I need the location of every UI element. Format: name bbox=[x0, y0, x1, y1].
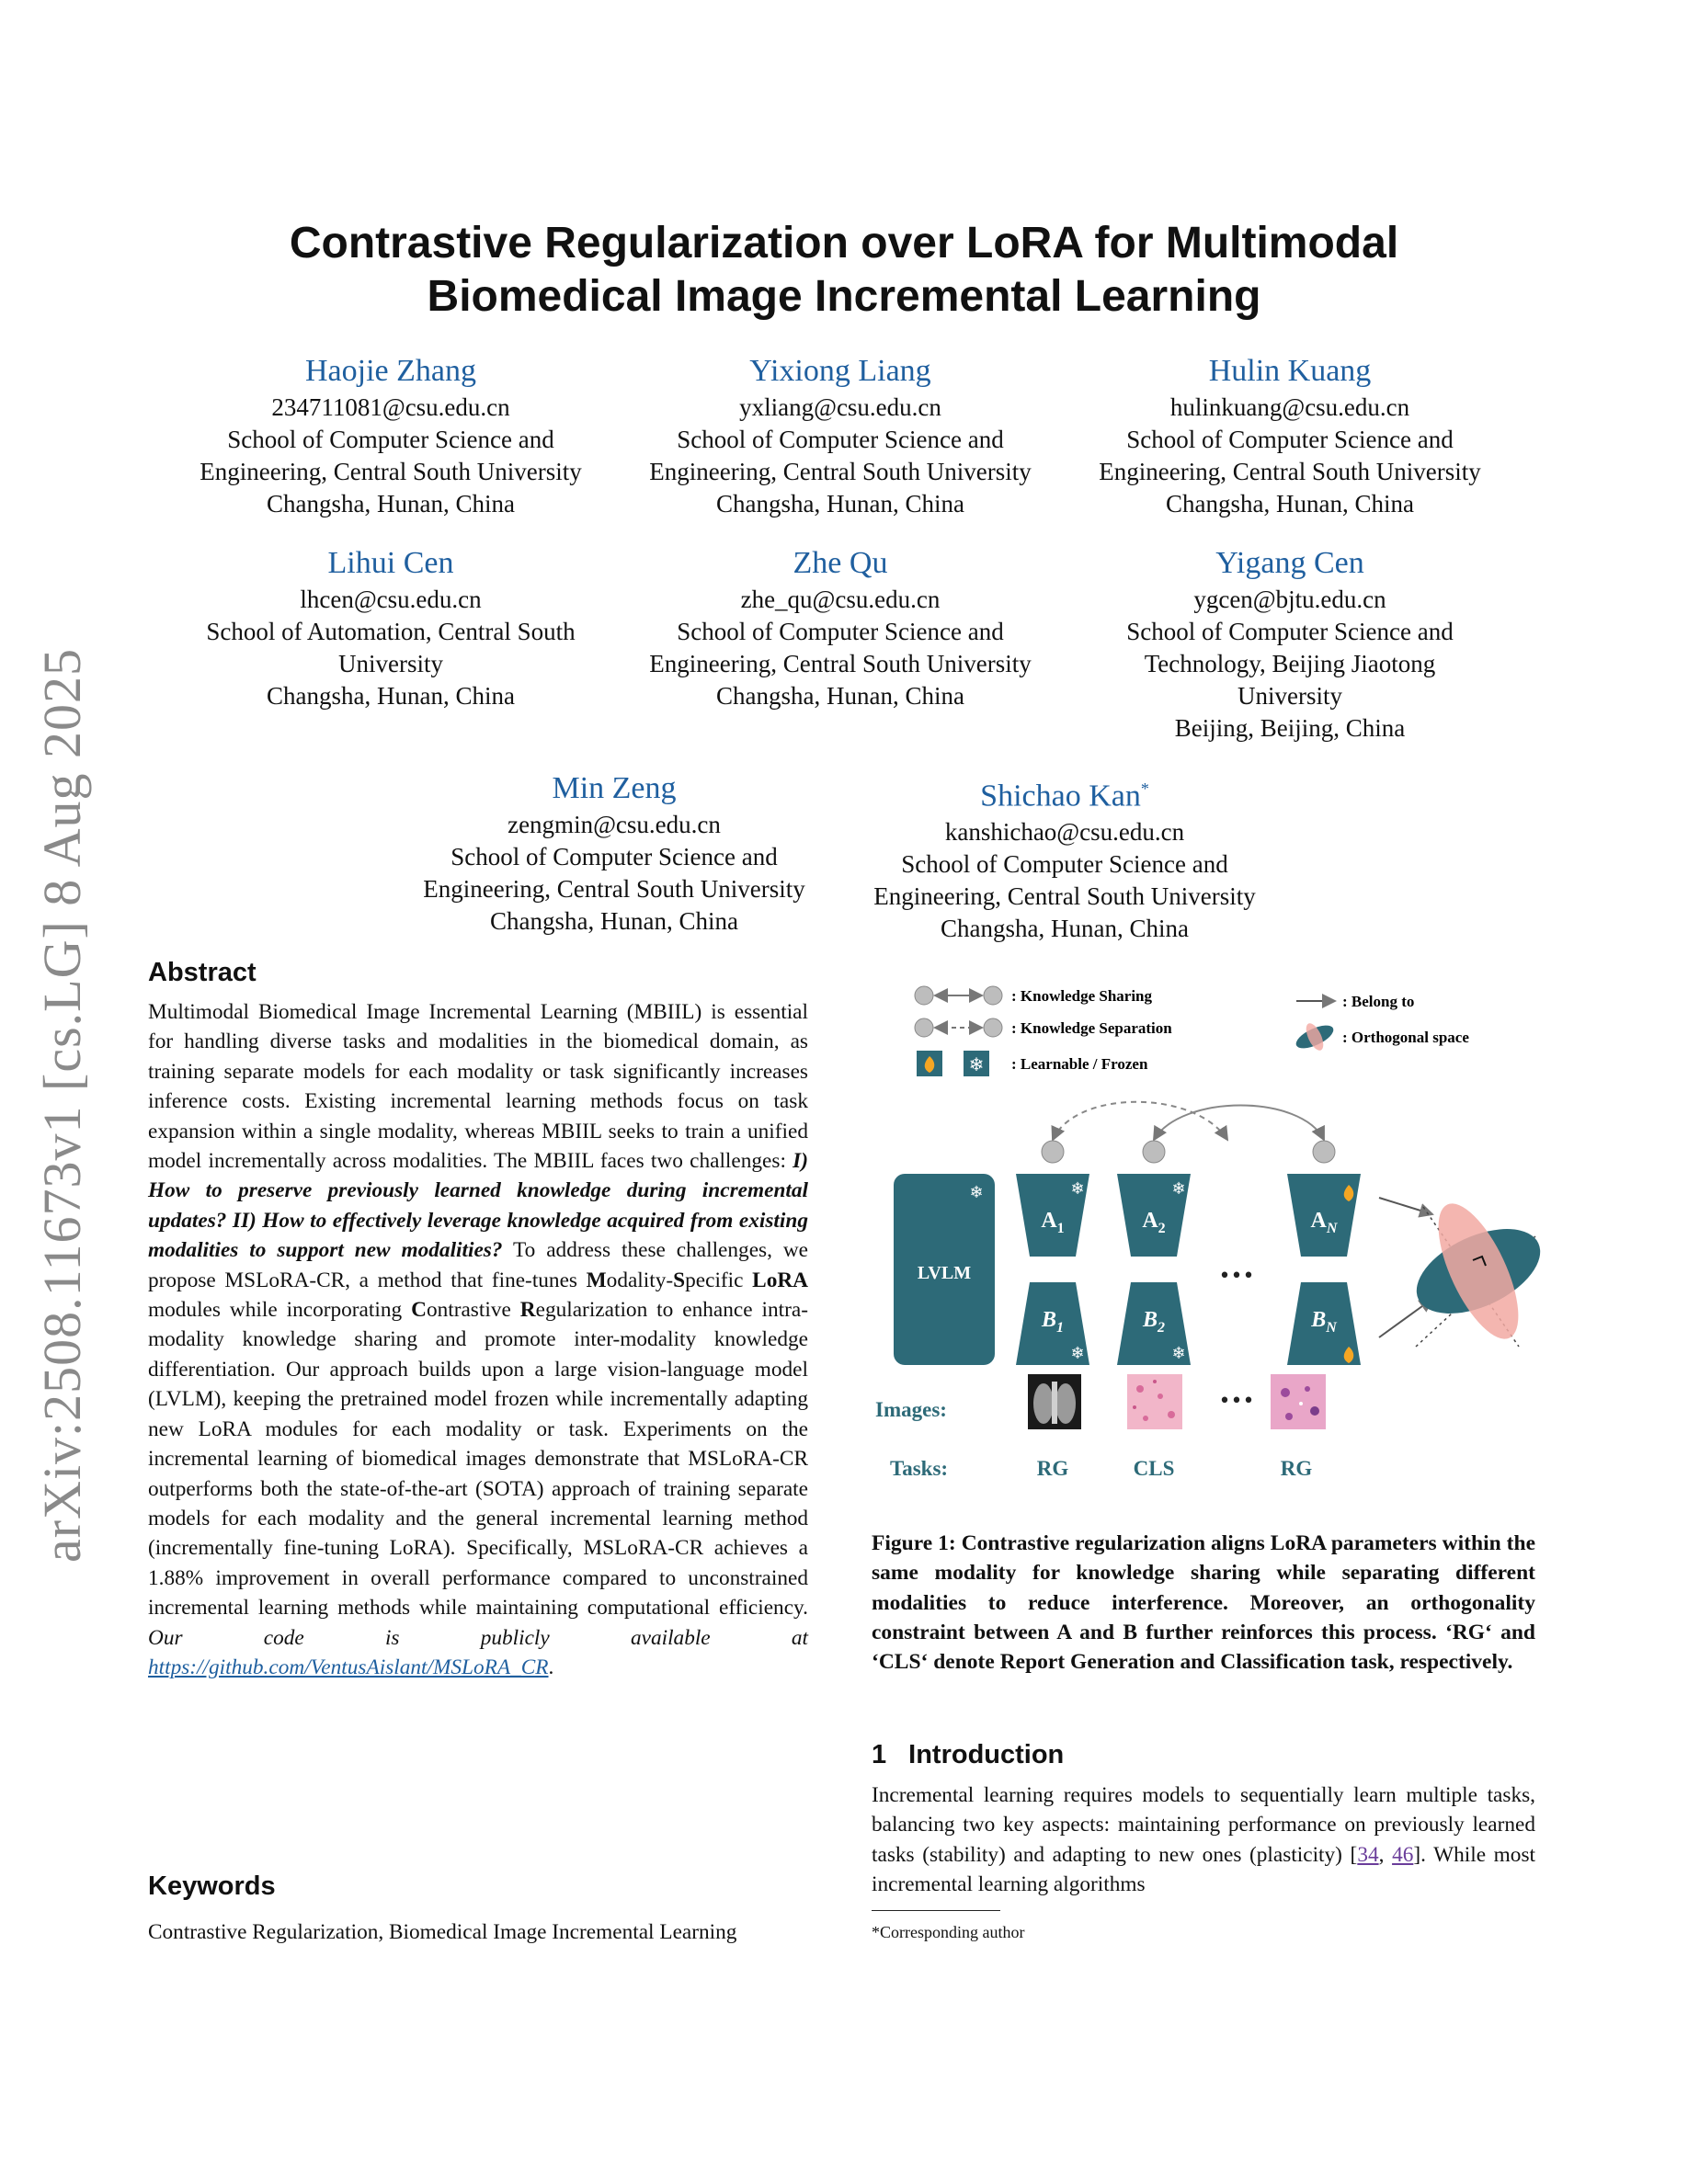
legend-knowledge-sharing bbox=[915, 986, 1153, 1005]
author-name-text: Shichao Kan bbox=[980, 779, 1141, 813]
author-email: zhe_qu@csu.edu.cn bbox=[740, 586, 941, 613]
author-name: Haojie Zhang bbox=[305, 354, 476, 388]
author-affiliation-line: School of Computer Science and bbox=[677, 618, 1004, 645]
author-affiliation-line: School of Computer Science and bbox=[1126, 426, 1454, 453]
section-title: Introduction bbox=[908, 1740, 1065, 1769]
author-block bbox=[601, 543, 1079, 712]
author-email: yxliang@csu.edu.cn bbox=[739, 393, 941, 421]
lvlm-block bbox=[894, 1174, 995, 1365]
tasks-row-label: Tasks: bbox=[890, 1457, 949, 1480]
images-row-label: Images: bbox=[875, 1398, 947, 1421]
author-block bbox=[601, 351, 1079, 520]
corresponding-author-footnote: *Corresponding author bbox=[872, 1923, 1025, 1941]
task-label: RG bbox=[1036, 1457, 1069, 1480]
chest-xray-image bbox=[1028, 1374, 1081, 1429]
lora-pair-n bbox=[1287, 1174, 1361, 1365]
author-email: ygcen@bjtu.edu.cn bbox=[1193, 586, 1386, 613]
author-affiliation-line: School of Automation, Central South bbox=[206, 618, 576, 645]
snowflake-icon: ❄ bbox=[1171, 1179, 1186, 1199]
svg-text:BN: $B_N$ bbox=[1311, 1308, 1337, 1336]
author-block bbox=[152, 543, 630, 712]
citation-link[interactable]: 34 bbox=[1357, 1842, 1379, 1867]
legend-orthogonal-space bbox=[1293, 1021, 1469, 1053]
author-affiliation-line: School of Computer Science and bbox=[677, 426, 1004, 453]
figure-1-caption: Figure 1: Contrastive regularization aligns LoRA parameters within the same modality for knowledge sharing while separating different modalities to reduce interference. Moreover, an orthogonality constraint between A and B further reinforces this process. ‘RG‘ and ‘CLS‘ denote Report Generation and Classification task, respectively. bbox=[872, 1531, 1535, 1675]
orthogonal-space-graphic bbox=[1379, 1193, 1545, 1349]
author-name: Hulin Kuang bbox=[1208, 354, 1372, 388]
svg-text:B1: $B_1$ bbox=[1041, 1308, 1065, 1336]
legend-learnable-frozen bbox=[917, 1051, 1148, 1076]
author-affiliation-line: Engineering, Central South University bbox=[649, 650, 1032, 677]
author-email: hulinkuang@csu.edu.cn bbox=[1169, 393, 1410, 421]
corresponding-author-mark: * bbox=[1140, 779, 1149, 798]
author-affiliation-line: University bbox=[338, 650, 443, 677]
author-affiliation-line: School of Computer Science and bbox=[1126, 618, 1454, 645]
author-affiliation-line: Engineering, Central South University bbox=[649, 458, 1032, 485]
author-affiliation-line: Changsha, Hunan, China bbox=[716, 490, 964, 518]
author-block bbox=[826, 768, 1304, 945]
title-line-1: Contrastive Regularization over LoRA for Multimodal bbox=[289, 219, 1399, 267]
author-block bbox=[1051, 351, 1529, 520]
research-questions: I) How to preserve previously learned knowledge during incremental updates? II) How to effectively leverage knowledge acquired from existing modalities to support new modalities? bbox=[148, 1149, 808, 1263]
author-block bbox=[152, 351, 630, 520]
knowledge-separation-arc bbox=[1053, 1102, 1227, 1140]
svg-text:A1: $A_1$ bbox=[1041, 1209, 1065, 1236]
author-email: kanshichao@csu.edu.cn bbox=[944, 818, 1185, 847]
author-email: 234711081@csu.edu.cn bbox=[271, 393, 510, 421]
author-email: zengmin@csu.edu.cn bbox=[508, 811, 721, 838]
author-affiliation-line: Changsha, Hunan, China bbox=[267, 682, 515, 710]
svg-text:LVLM: LVLM bbox=[917, 1263, 972, 1283]
svg-text:AN: $A_N$ bbox=[1310, 1209, 1338, 1236]
snowflake-icon: ❄ bbox=[1070, 1179, 1085, 1199]
abstract-body: Multimodal Biomedical Image Incremental Learning (MBIIL) is essential for handling diverse tasks and modalities in the biomedical domain, as training separate models for each modality or task significantly increases inference costs. Existing incremental learning methods focus on task expansion within a single modality, whereas MBIIL seeks to train a unified model incrementally across modalities. The MBIIL faces two challenges: I) How to preserve previously learned knowledge during incremental updates? II) How to effectively leverage knowledge acquired from existing modalities to support new modalities? To address these challenges, we propose MSLoRA-CR, a method that fine-tunes Modality-Specific LoRA modules while incorporating Contrastive Regularization to enhance intra-modality knowledge sharing and promote inter-modality knowledge differentiation. Our approach builds upon a large vision-language model (LVLM), keeping the pretrained model frozen while incrementally adapting new LoRA modules for each modality or task. Experiments on the incremental learning of biomedical images demonstrate that MSLoRA-CR outperforms both the state-of-the-art (SOTA) approach of training separate models for each modality and the general incremental learning method (incrementally fine-tuning LoRA). Specifically, MSLoRA-CR achieves a 1.88% improvement in overall performance compared to unconstrained incremental learning methods while maintaining computational efficiency. Our code is publicly available at https://github.com/VentusAislant/MSLoRA_CR. bbox=[148, 1000, 809, 1679]
author-affiliation-line: Changsha, Hunan, China bbox=[267, 490, 515, 518]
author-affiliation-line: Changsha, Hunan, China bbox=[1166, 490, 1414, 518]
author-affiliation-line: Engineering, Central South University bbox=[873, 882, 1256, 911]
author-name: Min Zeng bbox=[552, 771, 677, 805]
task-label: CLS bbox=[1133, 1457, 1175, 1480]
author-affiliation-line: Changsha, Hunan, China bbox=[941, 915, 1189, 943]
figure-1 bbox=[864, 961, 1545, 1503]
code-repository-link[interactable]: https://github.com/VentusAislant/MSLoRA_CR bbox=[148, 1655, 549, 1679]
author-affiliation-line: Engineering, Central South University bbox=[200, 458, 582, 485]
author-affiliation-line: School of Computer Science and bbox=[451, 843, 778, 870]
author-affiliation-line: School of Computer Science and bbox=[227, 426, 554, 453]
knowledge-sharing-arc bbox=[1154, 1106, 1324, 1141]
histology-image bbox=[1127, 1374, 1182, 1429]
author-block bbox=[1051, 543, 1529, 745]
author-name: Zhe Qu bbox=[793, 546, 888, 580]
pathology-image bbox=[1271, 1374, 1326, 1429]
keywords-heading: Keywords bbox=[148, 1871, 276, 1901]
author-affiliation-line: Beijing, Beijing, China bbox=[1174, 714, 1406, 742]
snowflake-icon: ❄ bbox=[1070, 1344, 1085, 1363]
svg-text:: Belong to: : Belong to bbox=[1342, 993, 1415, 1010]
citation-link[interactable]: 46 bbox=[1392, 1842, 1414, 1867]
lora-pair-2 bbox=[1117, 1174, 1191, 1365]
title-line-2: Biomedical Image Incremental Learning bbox=[427, 272, 1261, 321]
snowflake-icon: ❄ bbox=[969, 1183, 984, 1202]
abstract-heading: Abstract bbox=[148, 958, 257, 987]
snowflake-icon: ❄ bbox=[1171, 1344, 1186, 1363]
introduction-heading bbox=[872, 1740, 1064, 1770]
legend-belong-to bbox=[1296, 993, 1414, 1010]
svg-text:: Knowledge Separation: : Knowledge Separation bbox=[1011, 1019, 1172, 1037]
author-email: lhcen@csu.edu.cn bbox=[300, 586, 482, 613]
task-label: RG bbox=[1280, 1457, 1313, 1480]
author-affiliation-line: University bbox=[1237, 682, 1342, 710]
introduction-body: Incremental learning requires models to sequentially learn multiple tasks, balancing two key aspects: maintaining performance on previously learned tasks (stability) and adapting to new ones (plasticity) [34, 46]. While most incremental learning algorithms bbox=[872, 1783, 1535, 1897]
lora-pair-1 bbox=[1016, 1174, 1089, 1365]
author-affiliation-line: Changsha, Hunan, China bbox=[490, 907, 738, 935]
ellipsis-dots: ••• bbox=[1218, 1390, 1255, 1413]
author-affiliation-line: Technology, Beijing Jiaotong bbox=[1144, 650, 1436, 677]
svg-text:B2: $B_2$ bbox=[1142, 1308, 1166, 1336]
figure-1-diagram bbox=[864, 961, 1545, 1503]
author-block bbox=[375, 768, 853, 938]
svg-text:A2: $A_2$ bbox=[1142, 1209, 1166, 1236]
author-affiliation-line: School of Computer Science and bbox=[901, 850, 1228, 879]
author-name: Lihui Cen bbox=[327, 546, 454, 580]
legend-knowledge-separation bbox=[915, 1018, 1172, 1037]
author-name: Yigang Cen bbox=[1215, 546, 1364, 580]
footnote-divider bbox=[872, 1910, 1000, 1911]
svg-text:: Knowledge Sharing: : Knowledge Sharing bbox=[1011, 987, 1153, 1005]
svg-text:: Learnable / Frozen: : Learnable / Frozen bbox=[1011, 1055, 1148, 1073]
keywords-list: Contrastive Regularization, Biomedical Image Incremental Learning bbox=[148, 1920, 737, 1944]
paper-title bbox=[184, 217, 1504, 324]
arxiv-sidebar-id: arXiv:2508.11673v1 [cs.LG] 8 Aug 2025 bbox=[32, 648, 92, 1563]
author-affiliation-line: Engineering, Central South University bbox=[423, 875, 805, 903]
author-affiliation-line: Changsha, Hunan, China bbox=[716, 682, 964, 710]
author-affiliation-line: Engineering, Central South University bbox=[1099, 458, 1481, 485]
ellipsis-dots: ••• bbox=[1218, 1265, 1255, 1288]
author-name: Yixiong Liang bbox=[749, 354, 931, 388]
section-number: 1 bbox=[872, 1740, 887, 1769]
snowflake-icon: ❄ bbox=[968, 1053, 985, 1075]
author-name bbox=[826, 768, 1304, 816]
svg-text:: Orthogonal space: : Orthogonal space bbox=[1342, 1029, 1469, 1046]
